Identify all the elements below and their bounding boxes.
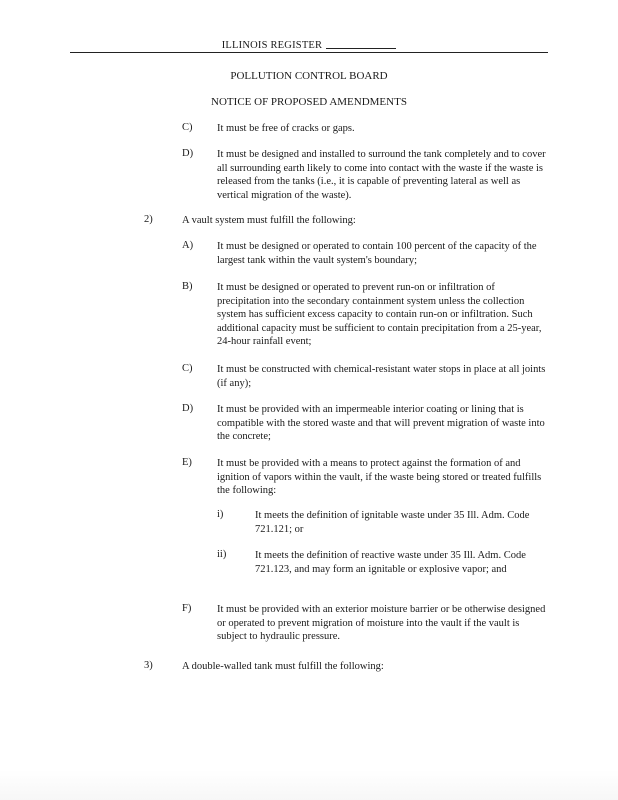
item-text: A double-walled tank must fulfill the following:: [182, 661, 384, 672]
item-label: D): [182, 403, 194, 414]
item-label: C): [182, 122, 193, 133]
item-text: It must be designed or operated to contain 100 percent of the capacity of the largest tank within the vault system's boundary;: [217, 241, 537, 266]
item-label: 2): [144, 214, 153, 225]
register-header: [0, 40, 618, 51]
item-text: It meets the definition of reactive waste under 35 Ill. Adm. Code 721.123, and may form an ignitable or explosive vapor; and: [255, 550, 526, 575]
item-label: E): [182, 457, 192, 468]
header-rule: [70, 52, 548, 53]
item-text: It must be provided with an exterior moisture barrier or be otherwise designed or operated to prevent migration of moisture into the vault if the vault is subject to hydraulic pressure.: [217, 604, 546, 643]
item-label: F): [182, 603, 192, 614]
item-label: A): [182, 240, 194, 251]
item-text: It must be designed and installed to surround the tank completely and to cover all surrounding earth likely to come into contact with the waste if the waste is released from the tanks (i.e., it is capable of preventing lateral as well as vertical migration of the waste).: [217, 149, 546, 201]
item-text: It must be provided with a means to protect against the formation of and ignition of vapors within the vault, if the waste being stored or treated fulfills the following:: [217, 458, 542, 497]
item-text: It must be provided with an impermeable interior coating or lining that is compatible with the stored waste and that will prevent migration of waste into the concrete;: [217, 404, 545, 443]
item-text: It must be designed or operated to prevent run-on or infiltration of precipitation into the secondary containment system unless the collection system has sufficient excess capacity to contain run-on or infiltration. Such additional capacity must be sufficient to contain precipitation from a 25-year, 24-hour rainfall event;: [217, 282, 542, 348]
item-label: ii): [217, 549, 227, 560]
item-text: A vault system must fulfill the following:: [182, 215, 356, 226]
item-label: i): [217, 509, 224, 520]
page-bottom-shadow: [0, 770, 618, 800]
item-text: It must be free of cracks or gaps.: [217, 123, 355, 134]
notice-title: NOTICE OF PROPOSED AMENDMENTS: [211, 96, 407, 108]
issue-blank-line: [326, 48, 396, 49]
item-text: It meets the definition of ignitable waste under 35 Ill. Adm. Code 721.121; or: [255, 510, 530, 535]
item-text: It must be constructed with chemical-resistant water stops in place at all joints (if any);: [217, 364, 546, 389]
board-title: POLLUTION CONTROL BOARD: [230, 70, 388, 82]
item-label: B): [182, 281, 193, 292]
item-label: D): [182, 148, 194, 159]
register-title: ILLINOIS REGISTER: [221, 40, 323, 51]
item-label: C): [182, 363, 193, 374]
item-label: 3): [144, 660, 153, 671]
